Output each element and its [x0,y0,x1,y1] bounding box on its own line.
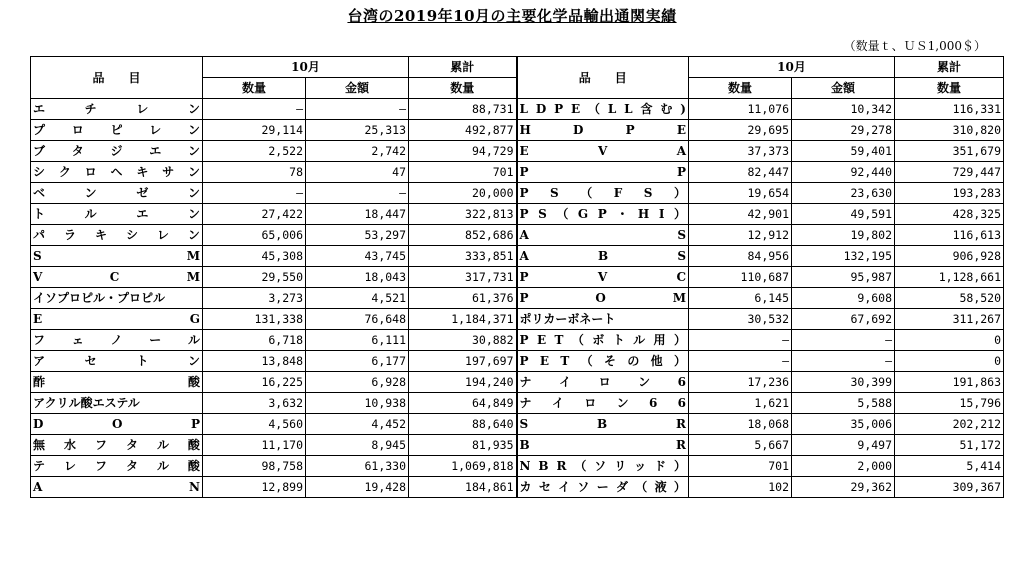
cumulative-cell: 88,731 [409,99,517,120]
amount-cell: 30,399 [792,372,895,393]
qty-cell: 13,848 [203,351,306,372]
cumulative-cell: 191,863 [895,372,1004,393]
item-name: S B R [517,414,689,435]
amount-cell: 53,297 [306,225,409,246]
qty-cell: 12,912 [689,225,792,246]
item-name: P V C [517,267,689,288]
item-name: フ ェ ノ ー ル [31,330,203,351]
table-row [31,393,1004,414]
qty-cell: 6,145 [689,288,792,309]
item-name: カ セ イ ソ ー ダ （ 液 ） [517,477,689,498]
cumulative-cell: 94,729 [409,141,517,162]
cumulative-cell: 906,928 [895,246,1004,267]
item-name: アクリル酸エステル [31,393,203,414]
item-name: P E T （ そ の 他 ） [517,351,689,372]
qty-cell: 12,899 [203,477,306,498]
cumulative-cell: 61,376 [409,288,517,309]
qty-cell: 4,560 [203,414,306,435]
table-row [31,372,1004,393]
amount-cell: 4,521 [306,288,409,309]
amount-cell: 67,692 [792,309,895,330]
qty-cell: ― [689,351,792,372]
cumulative-cell: 1,128,661 [895,267,1004,288]
item-name: P S （ G P ・ H I ） [517,204,689,225]
qty-cell: 6,718 [203,330,306,351]
table-row [31,414,1004,435]
cumulative-cell: 492,877 [409,120,517,141]
cumulative-cell: 309,367 [895,477,1004,498]
header-qty-right: 数量 [689,78,792,99]
table-body [31,99,1004,498]
table-row [31,330,1004,351]
cumulative-cell: 311,267 [895,309,1004,330]
amount-cell: 25,313 [306,120,409,141]
item-name: B R [517,435,689,456]
cumulative-cell: 15,796 [895,393,1004,414]
cumulative-cell: 428,325 [895,204,1004,225]
cumulative-cell: 116,331 [895,99,1004,120]
amount-cell: 29,362 [792,477,895,498]
qty-cell: 30,532 [689,309,792,330]
qty-cell: 65,006 [203,225,306,246]
item-name: 酢 酸 [31,372,203,393]
cumulative-cell: 1,069,818 [409,456,517,477]
table-row [31,183,1004,204]
amount-cell: 6,177 [306,351,409,372]
amount-cell: ― [792,351,895,372]
item-name: ブ タ ジ エ ン [31,141,203,162]
header-cumulative-left: 累計 [409,57,517,78]
cumulative-cell: 5,414 [895,456,1004,477]
table-row [31,288,1004,309]
item-name: A S [517,225,689,246]
qty-cell: 5,667 [689,435,792,456]
cumulative-cell: 51,172 [895,435,1004,456]
header-item-right: 品 目 [517,57,689,99]
qty-cell: 17,236 [689,372,792,393]
amount-cell: 61,330 [306,456,409,477]
amount-cell: 18,447 [306,204,409,225]
amount-cell: 29,278 [792,120,895,141]
qty-cell: 11,076 [689,99,792,120]
amount-cell: 6,928 [306,372,409,393]
qty-cell: 82,447 [689,162,792,183]
item-name: ト ル エ ン [31,204,203,225]
table-row [31,309,1004,330]
amount-cell: 19,428 [306,477,409,498]
item-name: P P [517,162,689,183]
amount-cell: ― [792,330,895,351]
cumulative-cell: 193,283 [895,183,1004,204]
table-row [31,99,1004,120]
item-name: P O M [517,288,689,309]
unit-note: （数量ｔ、ＵＳ1,000＄） [843,39,986,53]
amount-cell: 35,006 [792,414,895,435]
header-cumulative-right: 累計 [895,57,1004,78]
cumulative-cell: 202,212 [895,414,1004,435]
cumulative-cell: 81,935 [409,435,517,456]
item-name: パ ラ キ シ レ ン [31,225,203,246]
qty-cell: 29,114 [203,120,306,141]
amount-cell: 47 [306,162,409,183]
cumulative-cell: 30,882 [409,330,517,351]
amount-cell: 10,342 [792,99,895,120]
qty-cell: 84,956 [689,246,792,267]
item-name: シ ク ロ ヘ キ サ ン [31,162,203,183]
table-row [31,351,1004,372]
item-name: P E T （ ボ ト ル 用 ） [517,330,689,351]
table-row [31,456,1004,477]
item-name: イソプロピル・プロピル [31,288,203,309]
qty-cell: 18,068 [689,414,792,435]
item-name: V C M [31,267,203,288]
cumulative-cell: 351,679 [895,141,1004,162]
amount-cell: 9,497 [792,435,895,456]
amount-cell: ― [306,99,409,120]
item-name: P S （ F S ） [517,183,689,204]
amount-cell: 8,945 [306,435,409,456]
item-name: プ ロ ピ レ ン [31,120,203,141]
item-name: A N [31,477,203,498]
item-name: A B S [517,246,689,267]
header-amount-left: 金額 [306,78,409,99]
qty-cell: 701 [689,456,792,477]
item-name: ナ イ ロ ン 6 6 [517,393,689,414]
header-amount-right: 金額 [792,78,895,99]
cumulative-cell: 194,240 [409,372,517,393]
table-row [31,225,1004,246]
cumulative-cell: 322,813 [409,204,517,225]
amount-cell: 2,000 [792,456,895,477]
qty-cell: 19,654 [689,183,792,204]
amount-cell: ― [306,183,409,204]
cumulative-cell: 197,697 [409,351,517,372]
cumulative-cell: 0 [895,330,1004,351]
amount-cell: 4,452 [306,414,409,435]
amount-cell: 95,987 [792,267,895,288]
amount-cell: 19,802 [792,225,895,246]
table-row [31,477,1004,498]
amount-cell: 43,745 [306,246,409,267]
cumulative-cell: 852,686 [409,225,517,246]
item-name: ナ イ ロ ン 6 [517,372,689,393]
item-name: H D P E [517,120,689,141]
item-name: L D P E （ L L 含 む ) [517,99,689,120]
cumulative-cell: 0 [895,351,1004,372]
header-cum-qty-right: 数量 [895,78,1004,99]
item-name: ア セ ト ン [31,351,203,372]
qty-cell: 11,170 [203,435,306,456]
qty-cell: ― [689,330,792,351]
amount-cell: 9,608 [792,288,895,309]
qty-cell: ― [203,99,306,120]
amount-cell: 2,742 [306,141,409,162]
cumulative-cell: 20,000 [409,183,517,204]
header-qty-left: 数量 [203,78,306,99]
qty-cell: 16,225 [203,372,306,393]
cumulative-cell: 310,820 [895,120,1004,141]
amount-cell: 5,588 [792,393,895,414]
export-table [30,56,1004,498]
qty-cell: 29,550 [203,267,306,288]
cumulative-cell: 88,640 [409,414,517,435]
amount-cell: 18,043 [306,267,409,288]
table-row [31,162,1004,183]
cumulative-cell: 64,849 [409,393,517,414]
table-row [31,120,1004,141]
item-name: エ チ レ ン [31,99,203,120]
qty-cell: 1,621 [689,393,792,414]
amount-cell: 59,401 [792,141,895,162]
cumulative-cell: 1,184,371 [409,309,517,330]
item-name: テ レ フ タ ル 酸 [31,456,203,477]
amount-cell: 76,648 [306,309,409,330]
qty-cell: 110,687 [689,267,792,288]
qty-cell: 29,695 [689,120,792,141]
cumulative-cell: 317,731 [409,267,517,288]
item-name: D O P [31,414,203,435]
amount-cell: 92,440 [792,162,895,183]
cumulative-cell: 184,861 [409,477,517,498]
qty-cell: 45,308 [203,246,306,267]
qty-cell: 27,422 [203,204,306,225]
qty-cell: 3,632 [203,393,306,414]
qty-cell: 98,758 [203,456,306,477]
qty-cell: 2,522 [203,141,306,162]
header-month-left: 10月 [203,57,409,78]
qty-cell: 42,901 [689,204,792,225]
item-name: ベ ン ゼ ン [31,183,203,204]
qty-cell: 3,273 [203,288,306,309]
qty-cell: 37,373 [689,141,792,162]
table-row [31,267,1004,288]
item-name: S M [31,246,203,267]
amount-cell: 10,938 [306,393,409,414]
item-name: E G [31,309,203,330]
qty-cell: 78 [203,162,306,183]
table-row [31,204,1004,225]
cumulative-cell: 729,447 [895,162,1004,183]
item-name: N B R （ ソ リ ッ ド ） [517,456,689,477]
qty-cell: 131,338 [203,309,306,330]
amount-cell: 6,111 [306,330,409,351]
header-cum-qty-left: 数量 [409,78,517,99]
table-row [31,246,1004,267]
item-name: ポリカーボネート [517,309,689,330]
cumulative-cell: 701 [409,162,517,183]
cumulative-cell: 333,851 [409,246,517,267]
cumulative-cell: 58,520 [895,288,1004,309]
qty-cell: 102 [689,477,792,498]
amount-cell: 132,195 [792,246,895,267]
table-row [31,435,1004,456]
qty-cell: ― [203,183,306,204]
amount-cell: 49,591 [792,204,895,225]
header-item-left: 品 目 [31,57,203,99]
amount-cell: 23,630 [792,183,895,204]
item-name: E V A [517,141,689,162]
header-month-right: 10月 [689,57,895,78]
table-row [31,141,1004,162]
item-name: 無 水 フ タ ル 酸 [31,435,203,456]
page-title: 台湾の2019年10月の主要化学品輸出通関実績 [347,7,677,25]
cumulative-cell: 116,613 [895,225,1004,246]
